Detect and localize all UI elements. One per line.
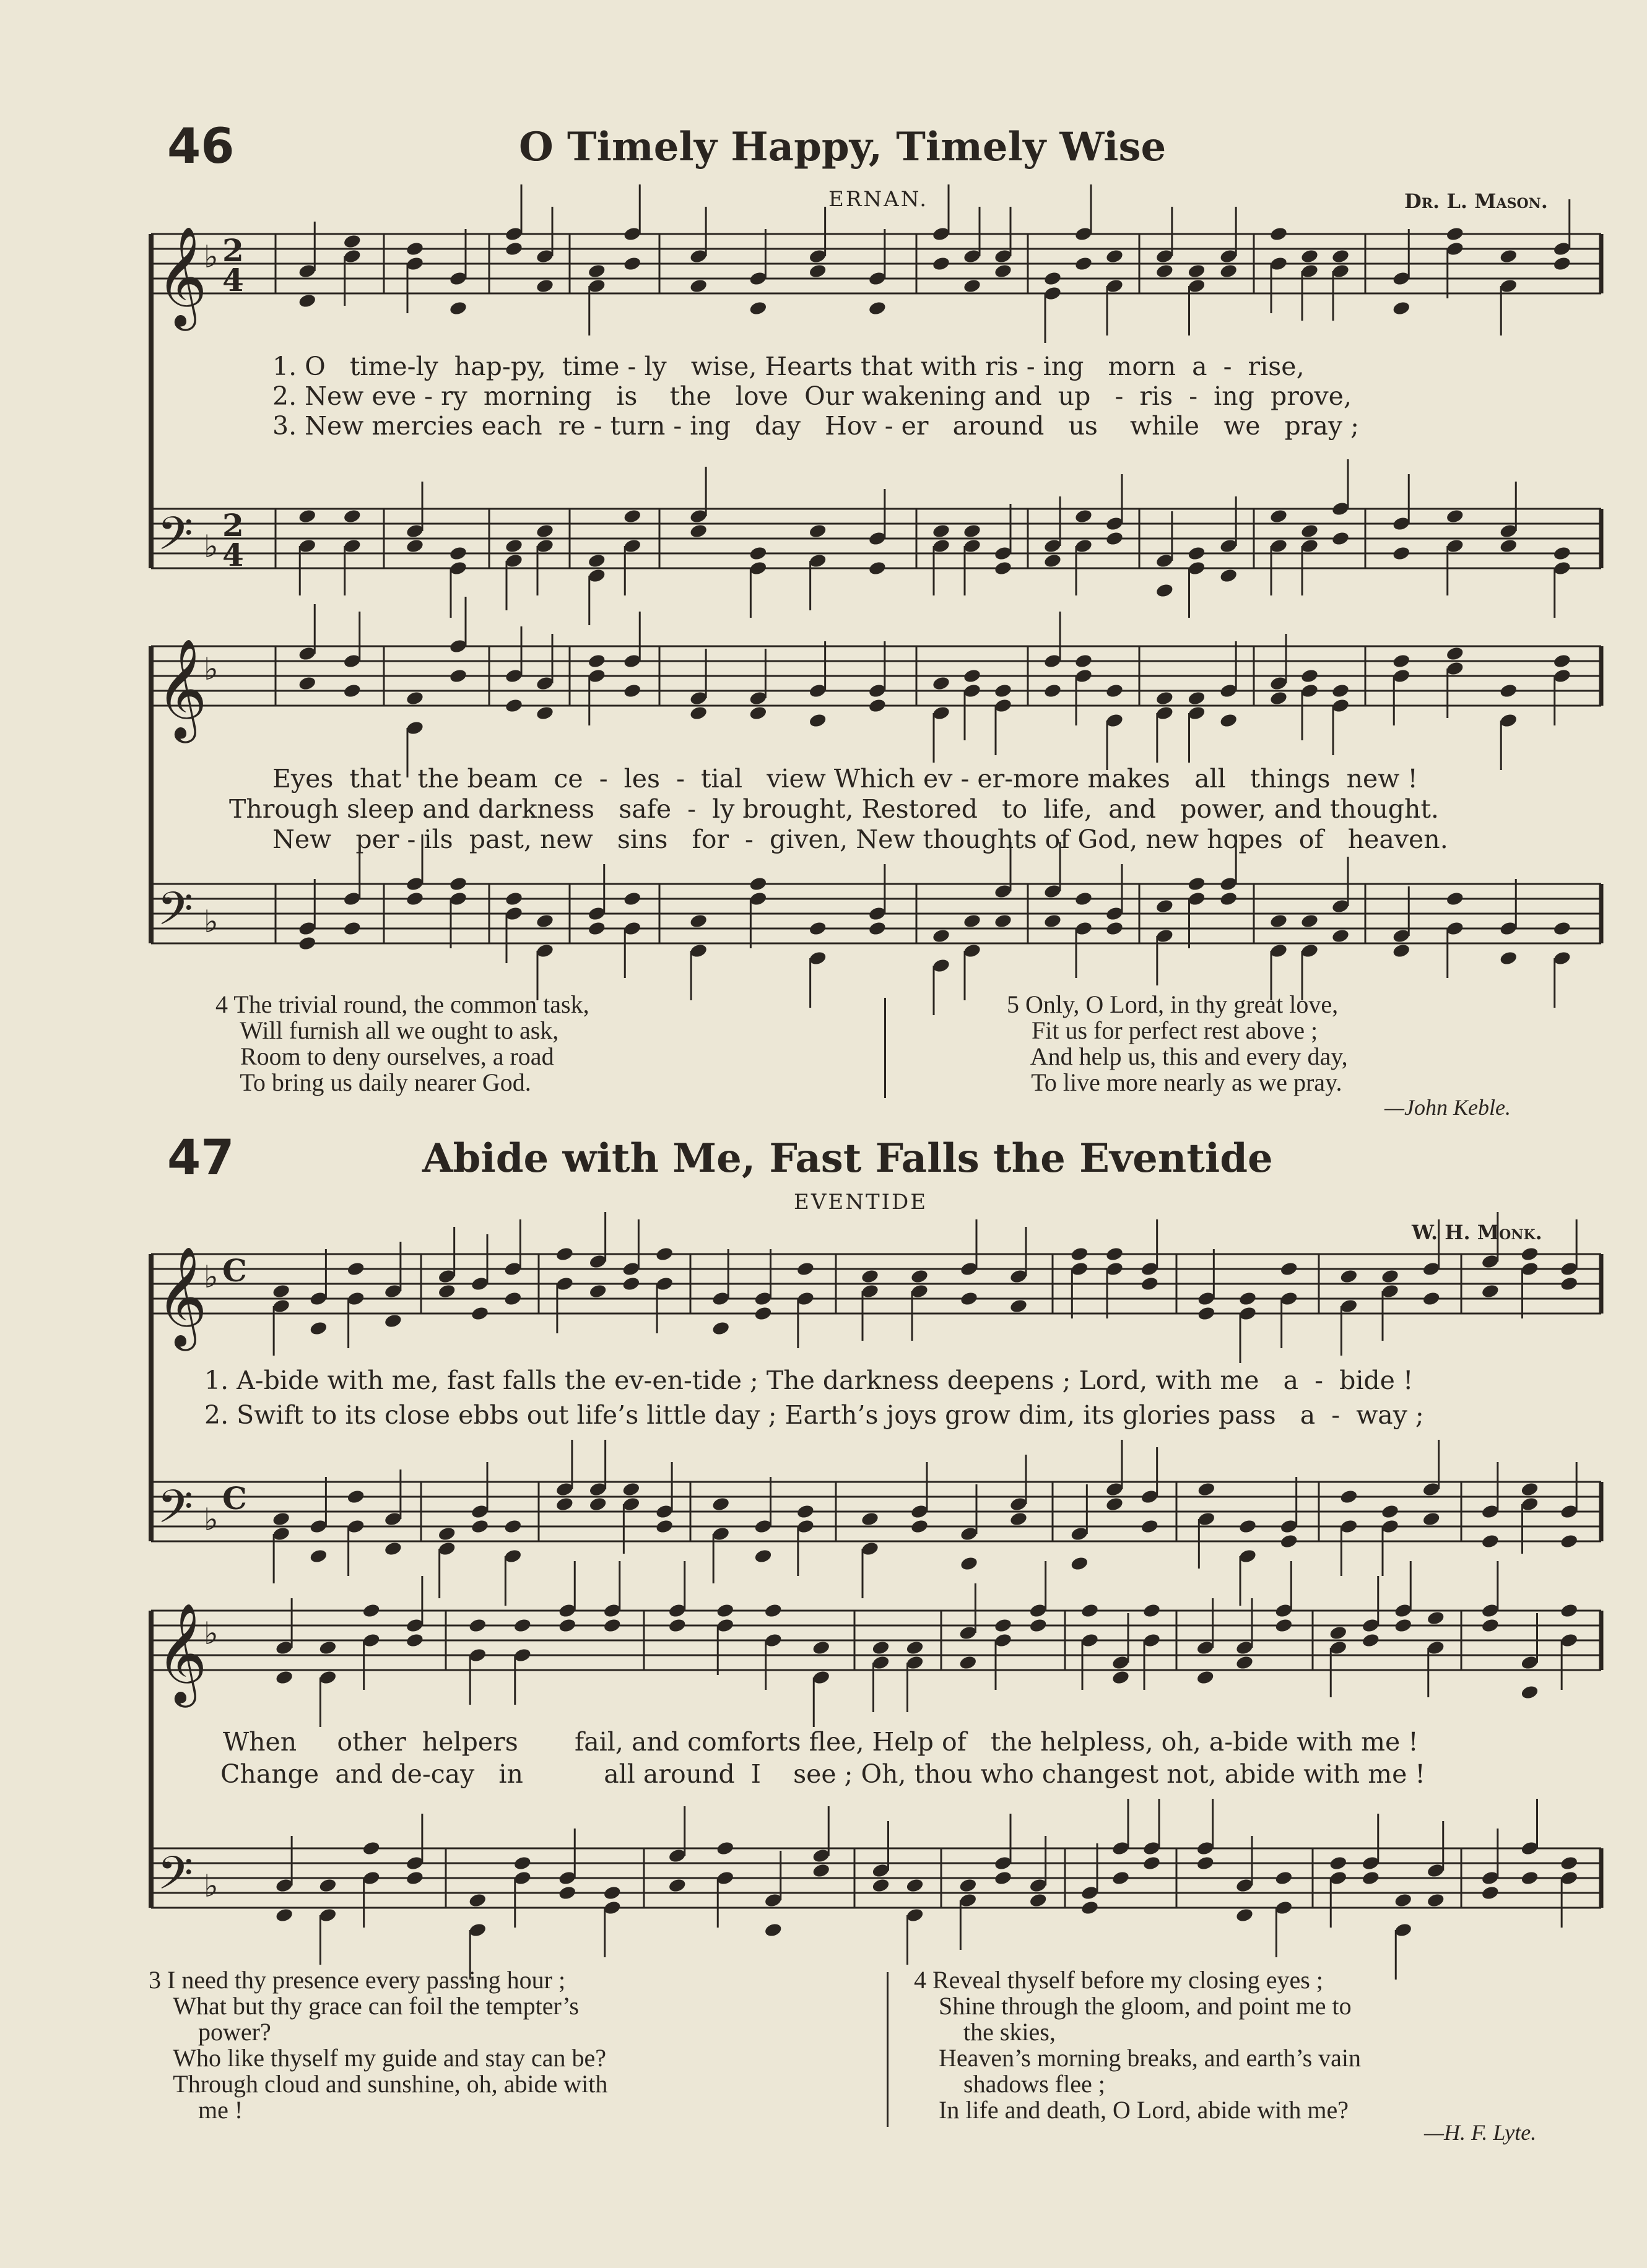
hymn-47-system-2-treble-notehead	[1394, 1617, 1413, 1634]
hymn-46-system-2-treble-notehead	[1105, 683, 1124, 699]
hymn-47-system-2-treble-notehead	[558, 1617, 577, 1634]
hymn-46-system-2-bass-notehead	[1499, 950, 1518, 966]
hymn-47-verse-2-line-2: Change and de-cay in all around I see ; Oh, thou who changest not, abide with me !	[220, 1759, 1425, 1789]
hymn-47-system-1-time-top: C	[222, 1480, 247, 1517]
hymn-47-system-1-treble-notehead	[1339, 1268, 1358, 1284]
hymn-46-system-1-bass-notehead	[994, 560, 1013, 576]
hymn-46-system-2-treble-notehead	[1331, 683, 1350, 699]
hymn-47-system-1-treble-notehead	[272, 1283, 291, 1299]
hymn-47-system-1-treble-notehead	[711, 1320, 731, 1336]
hymn-46-system-2-bass-notehead	[1300, 913, 1319, 929]
hymn-47-system-1-flat: ♭	[204, 1259, 219, 1295]
hymn-47-system-1-bass-notehead	[384, 1541, 403, 1557]
hymn-46-system-1-treble-notehead	[1552, 256, 1571, 272]
hymn-47-system-2-bass-notehead	[406, 1870, 425, 1886]
hymn-47-system-2-treble-notehead	[871, 1640, 890, 1656]
hymn-47-system-2-treble-notehead	[1560, 1603, 1579, 1619]
hymn-46-system-1-bass-notehead	[406, 538, 425, 554]
hymn-46-system-1-treble-notehead	[1219, 263, 1238, 279]
hymn-46-system-2-treble-notehead	[1074, 653, 1093, 669]
hymn-47-system-1-bass-notehead	[272, 1511, 291, 1527]
hymn-47-system-2-bass-notehead	[318, 1877, 337, 1894]
hymn-46-system-2-treble-notehead	[1552, 653, 1571, 669]
hymn-46-system-1-treble-notehead	[1187, 263, 1206, 279]
hymn-46-system-1-treble-notehead	[689, 278, 708, 294]
hymn-46-system-2-bass-notehead	[1155, 898, 1175, 914]
hymn-46-system-1-treble-notehead	[1105, 248, 1124, 264]
hymn-46-verse-1-line-1: 1. O time-ly hap-py, time - ly wise, Hearts that with ris - ing morn a - rise,	[272, 352, 1305, 381]
hymn-46-title: O Timely Happy, Timely Wise	[519, 124, 1167, 170]
hymn-46-system-1-bass-notehead	[932, 523, 951, 539]
hymn-46-system-2-bass-notehead	[932, 928, 951, 944]
hymn-47-system-1-bass-notehead	[346, 1489, 365, 1505]
hymn-46-system-2-bass-notehead	[749, 876, 768, 892]
hymn-46-system-1-bass-notehead	[1269, 508, 1288, 524]
hymn-46-system-1-treble-notehead	[342, 233, 362, 249]
hymn-46-system-2-bass-notehead	[342, 920, 362, 937]
hymn-47-system-1-bass-notehead	[910, 1518, 929, 1534]
hymn-47-system-2-treble-notehead	[1080, 1603, 1100, 1619]
hymn-46-system-2-treble-notehead	[1043, 683, 1063, 699]
hymn-46-system-2-bass-notehead	[1269, 913, 1288, 929]
hymn-46-system-2-treble-notehead	[623, 683, 642, 699]
hymn-47-system-1-treble-notehead	[1140, 1276, 1159, 1292]
hymn-47-system-1-bass-notehead	[503, 1518, 523, 1534]
hymn-46-author: —John Keble.	[1384, 1095, 1511, 1120]
hymn-46-tune-name: ERNAN.	[828, 187, 929, 212]
hymn-46-system-1-treble-notehead	[587, 263, 606, 279]
hymn-46-system-1-treble-notehead	[1074, 256, 1093, 272]
hymn-46-composer: Dr. L. Mason.	[1404, 189, 1548, 213]
hymn-47-system-1-treble-notehead	[503, 1291, 523, 1307]
hymn-46-system-2-bass-notehead	[1392, 943, 1411, 959]
hymn-47-system-2-treble-notehead	[994, 1617, 1013, 1634]
hymn-47-system-2-treble-notehead	[812, 1640, 831, 1656]
hymn-46-system-1-bass-notehead	[1155, 582, 1175, 599]
hymn-46-system-2-bass-notehead	[868, 920, 887, 937]
hymn-46-system-2-treble-notehead	[1187, 690, 1206, 706]
hymn-46-system-2-treble-notehead	[994, 683, 1013, 699]
hymn-47-system-2-treble-notehead	[1028, 1617, 1048, 1634]
hymn-46-system-1-bass-clef: 𝄢	[157, 507, 193, 572]
hymn-46-system-2-treble-notehead	[342, 683, 362, 699]
hymn-47-system-1-bass-notehead	[1481, 1533, 1500, 1549]
hymn-47-system-1-treble-notehead	[1381, 1268, 1400, 1284]
hymn-47-system-2-bass-notehead	[958, 1877, 978, 1894]
hymn-46-system-1-time-bottom: 4	[222, 537, 244, 573]
hymn-46-system-2-bass-notehead	[1219, 891, 1238, 907]
hymn-47-system-1-treble-notehead	[1105, 1246, 1124, 1262]
hymn-47-system-1-treble-notehead	[910, 1268, 929, 1284]
hymn-47-system-1-bass-notehead	[1009, 1511, 1028, 1527]
hymn-46-system-1-treble-notehead	[1499, 248, 1518, 264]
hymn-46-system-1-bass-notehead	[587, 553, 606, 569]
hymn-47-system-2-bass-notehead	[362, 1840, 381, 1856]
hymn-46-number: 46	[167, 119, 235, 175]
hymn-46-system-2-treble-notehead	[298, 675, 317, 691]
hymn-46-system-2-bass-notehead	[963, 913, 982, 929]
hymn-47-title: Abide with Me, Fast Falls the Eventide	[422, 1135, 1273, 1182]
hymn-47-system-1-treble-notehead	[588, 1283, 607, 1299]
hymn-47-system-2-treble-notehead	[763, 1603, 783, 1619]
hymn-47-system-1-treble-notehead	[1520, 1246, 1539, 1262]
hymn-46-system-1-bass-notehead	[623, 508, 642, 524]
hymn-47-system-1-bass-notehead	[655, 1518, 674, 1534]
hymn-47-system-1-bass-notehead	[1279, 1533, 1298, 1549]
hymn-47-system-2-treble-notehead	[1274, 1617, 1293, 1634]
hymn-47-system-1-bass-notehead	[1070, 1556, 1089, 1572]
hymn-47-system-2-bass-notehead	[1028, 1892, 1048, 1908]
hymn-47-system-2-bass-notehead	[994, 1870, 1013, 1886]
hymn-47-stanza-4: 4 Reveal thyself before my closing eyes ; Shine through the gloom, and point me to the skies, Heaven’s morning breaks, and earth’s vain shadows flee ; In life and death, O Lord, abide with me?	[914, 1966, 1362, 2124]
hymn-46-system-1-bass-notehead	[963, 523, 982, 539]
hymn-47-system-2-bass-notehead	[716, 1840, 735, 1856]
hymn-47-system-2-treble-notehead	[406, 1632, 425, 1648]
hymn-46-system-1-bass-notehead	[749, 545, 768, 561]
hymn-47-system-1-bass-notehead	[1560, 1533, 1579, 1549]
hymn-47-system-2-treble-notehead	[513, 1617, 532, 1634]
hymn-46-system-1-treble-notehead	[932, 256, 951, 272]
hymn-46-system-2-treble-notehead	[406, 690, 425, 706]
hymn-46-system-2-treble-notehead	[505, 698, 524, 714]
hymn-46-system-2-bass-notehead	[1445, 891, 1464, 907]
hymn-47-composer: W. H. Monk.	[1412, 1221, 1542, 1244]
hymn-47-tune-name: EVENTIDE	[794, 1190, 928, 1214]
hymn-47-system-2-bass-notehead	[1080, 1900, 1100, 1916]
hymn-46-system-1-bass-notehead	[1074, 508, 1093, 524]
hymn-47-system-1-bass-notehead	[711, 1496, 731, 1512]
hymn-46-system-1-treble-notehead	[406, 241, 425, 257]
hymn-46-system-1-bass-notehead	[808, 523, 827, 539]
hymn-47-system-1-bass-notehead	[471, 1518, 490, 1534]
hymn-46-system-1-time-bottom: 4	[222, 262, 244, 298]
hymn-46-system-1-bass-notehead	[1445, 508, 1464, 524]
hymn-47-system-2-treble-notehead	[1142, 1603, 1162, 1619]
hymn-46-system-1-treble-notehead	[298, 293, 317, 309]
hymn-47-system-2-bass-notehead	[1142, 1855, 1162, 1871]
hymn-46-system-2-bass-notehead	[298, 935, 317, 951]
hymn-47-system-2-bass-notehead	[1274, 1870, 1293, 1886]
hymn-46-system-1-treble-notehead	[1300, 248, 1319, 264]
hymn-46-system-2-bass-notehead	[994, 913, 1013, 929]
hymn-46-system-2-bass-notehead	[1043, 913, 1063, 929]
hymn-46-system-1-treble-notehead	[749, 300, 768, 316]
hymn-47-system-2-bass-notehead	[468, 1892, 487, 1908]
hymn-47-system-2-bass-notehead	[1426, 1892, 1445, 1908]
hymn-47-system-1-treble-notehead	[1560, 1276, 1579, 1292]
hymn-47-system-2-treble-notehead	[1520, 1684, 1539, 1700]
hymn-47-system-2-treble-notehead	[275, 1669, 294, 1686]
hymn-47-system-2-treble-notehead	[1235, 1655, 1254, 1671]
hymn-47-system-1-treble-notehead	[309, 1320, 328, 1336]
hymn-46-system-2-bass-notehead	[1331, 928, 1350, 944]
hymn-47-system-2-treble-notehead	[1329, 1625, 1348, 1641]
hymn-47-system-1-bass-notehead	[1381, 1504, 1400, 1520]
hymn-46-system-1-bass-notehead	[1187, 545, 1206, 561]
hymn-46-system-2-treble-notehead	[689, 705, 708, 721]
hymn-47-system-1-bass-notehead	[622, 1481, 641, 1497]
hymn-47-system-1-bass-notehead	[796, 1504, 815, 1520]
hymn-46-verse-1-line-2: Eyes that the beam ce - les - tial view Which ev - er-more makes all things new !	[272, 764, 1418, 794]
hymn-47-system-1-bass-notehead	[861, 1511, 880, 1527]
hymn-47-system-2-bass-notehead	[275, 1907, 294, 1923]
hymn-46-system-2-flat: ♭	[204, 651, 219, 687]
hymn-47-system-1-bass-notehead	[754, 1548, 773, 1564]
hymn-47-system-2-treble-notehead	[362, 1603, 381, 1619]
hymn-46-system-1-treble-notehead	[623, 256, 642, 272]
hymn-46-verse-2-line-2: Through sleep and darkness safe - ly brought, Restored to life, and power, and thought.	[229, 794, 1439, 824]
hymn-46-system-1-treble-notehead	[868, 300, 887, 316]
hymn-47-system-2-treble-notehead	[468, 1617, 487, 1634]
hymn-47-system-1-treble-notehead	[437, 1283, 456, 1299]
hymn-46-system-2-bass-notehead	[505, 891, 524, 907]
hymn-47-system-2-treble-notehead	[318, 1640, 337, 1656]
hymn-46-verse-3-line-2: New per - ils past, new sins for - given, New thoughts of God, new hopes of heaven.	[272, 825, 1448, 854]
hymn-46-system-1-treble-notehead	[1043, 271, 1063, 287]
hymn-47-system-1-bass-notehead	[309, 1548, 328, 1564]
hymn-46-system-1-bass-notehead	[505, 538, 524, 554]
hymn-47-system-2-bass-notehead	[763, 1922, 783, 1938]
hymn-46-system-2-bass-notehead	[1105, 920, 1124, 937]
hymn-46-system-2-bass-notehead	[1074, 891, 1093, 907]
hymn-46-system-1-bass-notehead	[689, 523, 708, 539]
hymn-47-system-2-bass-notehead	[1560, 1855, 1579, 1871]
hymn-46-system-2-bass-notehead	[449, 876, 468, 892]
hymn-47-system-2-bass-notehead	[1520, 1870, 1539, 1886]
hymn-46-system-1-bass-notehead	[868, 560, 887, 576]
hymn-46-system-1-treble-notehead	[449, 300, 468, 316]
hymn-46-system-1-treble-notehead	[994, 263, 1013, 279]
hymn-46-system-2-treble-clef: 𝄞	[156, 638, 207, 739]
hymn-47-system-2-treble-clef: 𝄞	[156, 1603, 207, 1703]
hymn-46-system-2-bass-notehead	[1552, 920, 1571, 937]
hymn-46-system-2-treble-notehead	[1269, 690, 1288, 706]
hymn-46-system-2-bass-notehead	[689, 913, 708, 929]
hymn-47-system-2-bass-notehead	[1196, 1855, 1215, 1871]
hymn-47-system-2-bass-notehead	[558, 1885, 577, 1901]
hymn-46-system-1-treble-notehead	[808, 263, 827, 279]
hymn-46-system-1-treble-notehead	[963, 278, 982, 294]
hymn-46-system-1-time-top: 2	[222, 232, 244, 269]
hymn-47-verse-2-line-1: 2. Swift to its close ebbs out life’s little day ; Earth’s joys grow dim, its glories pass a - way ;	[204, 1400, 1424, 1430]
hymn-47-system-1-treble-notehead	[1070, 1246, 1089, 1262]
hymn-46-stanza-4: 4 The trivial round, the common task, Will furnish all we ought to ask, Room to deny ourselves, a road To bring us daily nearer God.	[215, 990, 589, 1096]
hymn-46-system-2-treble-notehead	[536, 705, 555, 721]
hymn-47-system-2-treble-notehead	[1481, 1617, 1500, 1634]
hymn-47-system-2-treble-notehead	[1196, 1669, 1215, 1686]
hymn-46-system-2-treble-notehead	[808, 712, 827, 729]
hymn-46-system-2-treble-notehead	[1392, 653, 1411, 669]
hymn-46-system-1-bass-notehead	[536, 523, 555, 539]
hymn-46-system-2-bass-clef: 𝄢	[157, 882, 193, 947]
hymn-46-system-1-bass-notehead	[1219, 568, 1238, 584]
hymn-46-system-1-bass-notehead	[298, 508, 317, 524]
hymn-47-system-2-bass-clef: 𝄢	[157, 1846, 193, 1911]
hymn-46-system-1-flat: ♭	[204, 529, 219, 565]
hymn-46-system-1-bass-notehead	[1499, 538, 1518, 554]
hymn-46-system-2-treble-notehead	[1445, 646, 1464, 662]
hymn-46-system-1-bass-notehead	[1331, 530, 1350, 547]
hymn-47-system-2-flat: ♭	[204, 1868, 219, 1904]
hymn-47-system-1-bass-notehead	[555, 1496, 575, 1512]
hymn-47-system-2-bass-notehead	[667, 1877, 687, 1894]
hymn-47-system-2-bass-notehead	[513, 1855, 532, 1871]
hymn-47-system-2-bass-notehead	[905, 1877, 924, 1894]
hymn-47-system-2-bass-notehead	[1394, 1892, 1413, 1908]
hymn-47-system-1-bass-notehead	[1105, 1496, 1124, 1512]
hymn-47-system-1-bass-notehead	[1520, 1481, 1539, 1497]
hymn-47-stanza-3: 3 I need thy presence every passing hour ; What but thy grace can foil the tempter’s power? Who like thyself my guide and stay can be? Through cloud and sunshine, oh, abide with me !	[149, 1966, 608, 2124]
hymn-47-system-2-treble-notehead	[905, 1640, 924, 1656]
hymn-46-system-1-treble-notehead	[1331, 248, 1350, 264]
hymn-47-system-1-treble-notehead	[471, 1305, 490, 1322]
hymn-47-system-1-treble-notehead	[1481, 1283, 1500, 1299]
hymn-47-system-2-flat: ♭	[204, 1616, 219, 1651]
hymn-47-system-1-treble-notehead	[384, 1313, 403, 1329]
hymn-47-system-1-treble-notehead	[622, 1276, 641, 1292]
hymn-46-system-1-bass-notehead	[1043, 553, 1063, 569]
hymn-47-system-1-flat: ♭	[204, 1502, 219, 1538]
hymn-47-system-1-bass-notehead	[1422, 1511, 1441, 1527]
hymn-47-system-1-bass-notehead	[588, 1496, 607, 1512]
hymn-46-system-2-flat: ♭	[204, 904, 219, 940]
hymn-47-system-1-treble-notehead	[1009, 1298, 1028, 1314]
hymn-46-system-2-bass-notehead	[623, 891, 642, 907]
hymn-47-system-1-treble-notehead	[555, 1246, 575, 1262]
hymn-47-system-1-treble-notehead	[754, 1305, 773, 1322]
hymn-47-system-2-bass-notehead	[1235, 1907, 1254, 1923]
hymn-47-system-1-bass-notehead	[1197, 1481, 1216, 1497]
hymn-47-system-2-treble-notehead	[667, 1617, 687, 1634]
hymn-47-author: —H. F. Lyte.	[1424, 2120, 1537, 2145]
hymn-46-system-2-treble-notehead	[587, 653, 606, 669]
hymn-47-system-1-treble-notehead	[346, 1261, 365, 1277]
hymn-47-system-1-treble-clef: 𝄞	[156, 1246, 207, 1347]
hymn-47-system-2-treble-notehead	[1111, 1669, 1131, 1686]
hymn-47-system-2-treble-notehead	[716, 1603, 735, 1619]
hymn-46-system-1-bass-notehead	[449, 545, 468, 561]
hymn-47-system-1-treble-notehead	[861, 1268, 880, 1284]
hymn-47-system-1-time-top: C	[222, 1252, 247, 1289]
hymn-46-system-2-treble-notehead	[449, 668, 468, 684]
hymn-47-system-2-treble-notehead	[602, 1617, 622, 1634]
hymn-47-system-1-treble-notehead	[1197, 1305, 1216, 1322]
hymn-46-system-2-treble-notehead	[1155, 690, 1175, 706]
hymn-47-system-1-treble-notehead	[655, 1246, 674, 1262]
hymn-47-number: 47	[167, 1130, 235, 1186]
hymn-47-system-1-treble-notehead	[796, 1261, 815, 1277]
hymn-47-system-1-treble-notehead	[960, 1291, 979, 1307]
hymn-47-system-2-treble-notehead	[1361, 1632, 1380, 1648]
hymn-46-system-2-bass-notehead	[808, 920, 827, 937]
hymn-47-system-1-treble-notehead	[1422, 1291, 1441, 1307]
hymn-47-verse-1-line-1: 1. A-bide with me, fast falls the ev-en-tide ; The darkness deepens ; Lord, with me a - bide !	[204, 1366, 1414, 1395]
hymn-47-system-2-treble-notehead	[1426, 1610, 1445, 1626]
hymn-46-system-1-treble-notehead	[536, 278, 555, 294]
hymn-46-system-2-bass-notehead	[406, 891, 425, 907]
hymn-47-system-2-treble-notehead	[958, 1655, 978, 1671]
hymn-47-system-2-bass-notehead	[1111, 1870, 1131, 1886]
hymn-47-system-1-bass-notehead	[1339, 1489, 1358, 1505]
hymn-46-system-2-bass-notehead	[536, 913, 555, 929]
hymn-47-system-2-bass-notehead	[1361, 1870, 1380, 1886]
hymn-46-system-1-bass-notehead	[1300, 523, 1319, 539]
hymn-47-system-1-bass-clef: 𝄢	[157, 1480, 193, 1545]
hymn-46-system-1-treble-notehead	[1269, 226, 1288, 242]
hymn-46-system-2-treble-notehead	[932, 675, 951, 691]
hymn-47-system-1-treble-notehead	[1279, 1261, 1298, 1277]
hymn-46-system-1-flat: ♭	[204, 239, 219, 275]
hymn-47-system-1-bass-notehead	[1140, 1518, 1159, 1534]
hymn-47-system-1-bass-notehead	[960, 1556, 979, 1572]
hymn-46-system-2-bass-notehead	[587, 920, 606, 937]
hymn-47-system-1-treble-notehead	[1238, 1291, 1258, 1307]
hymn-46-system-1-treble-notehead	[505, 241, 524, 257]
hymn-46-system-2-treble-notehead	[1300, 668, 1319, 684]
hymn-46-system-2-bass-notehead	[1187, 876, 1206, 892]
hymn-46-system-2-treble-notehead	[1219, 712, 1238, 729]
hymn-46-system-1-bass-notehead	[1392, 545, 1411, 561]
hymn-46-system-2-treble-notehead	[1499, 683, 1518, 699]
hymn-47-system-2-bass-notehead	[1329, 1855, 1348, 1871]
hymn-47-verse-1-line-2: When other helpers fail, and comforts flee, Help of the helpless, oh, a-bide with me !	[223, 1727, 1419, 1757]
hymn-46-verse-2-line-1: 2. New eve - ry morning is the love Our wakening and up - ris - ing prove,	[272, 381, 1352, 411]
hymn-46-system-1-bass-notehead	[1552, 545, 1571, 561]
hymn-46-system-1-treble-notehead	[1392, 300, 1411, 316]
hymn-47-system-2-bass-notehead	[602, 1885, 622, 1901]
hymn-47-system-2-bass-notehead	[871, 1877, 890, 1894]
hymn-46-system-1-treble-notehead	[1445, 226, 1464, 242]
hymn-46-system-1-bass-notehead	[342, 508, 362, 524]
hymn-47-system-1-bass-notehead	[437, 1526, 456, 1542]
hymn-46-system-1-treble-notehead	[1155, 263, 1175, 279]
hymn-46-system-2-treble-notehead	[868, 698, 887, 714]
hymn-47-system-2-bass-notehead	[1481, 1885, 1500, 1901]
hymn-47-system-1-bass-notehead	[1238, 1518, 1258, 1534]
hymn-46-system-1-time-top: 2	[222, 507, 244, 543]
hymn-46-system-1-bass-notehead	[1105, 530, 1124, 547]
hymn-46-system-1-treble-clef: 𝄞	[156, 226, 207, 327]
hymn-46-system-2-treble-notehead	[749, 705, 768, 721]
hymn-46-system-2-treble-notehead	[963, 668, 982, 684]
hymn-47-system-2-bass-notehead	[812, 1863, 831, 1879]
hymn-46-stanza-5: 5 Only, O Lord, in thy great love, Fit us for perfect rest above ; And help us, this and every day, To live more nearly as we pray.	[1007, 990, 1348, 1096]
hymn-46-verse-3-line-1: 3. New mercies each re - turn - ing day Hov - er around us while we pray ;	[272, 411, 1359, 441]
